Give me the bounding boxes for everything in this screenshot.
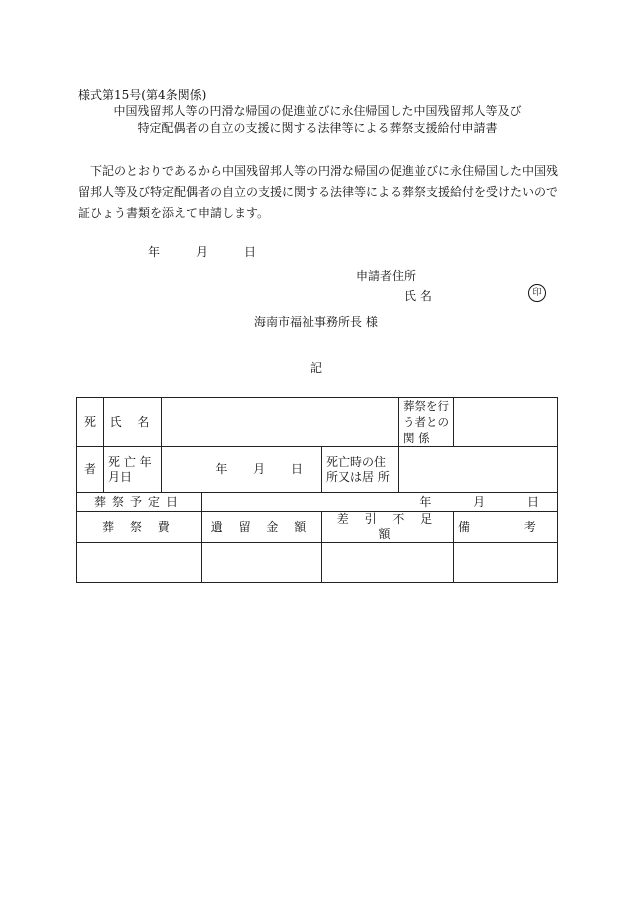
date-year-label: 年: [148, 245, 161, 259]
seal-mark: 印: [528, 284, 546, 302]
deceased-label-top: 死: [77, 398, 104, 447]
date-day-label: 日: [244, 245, 257, 259]
header-funeral-cost: 葬 祭 費: [77, 512, 202, 543]
relation-field[interactable]: [454, 398, 558, 447]
form-title-line1: 中国残留邦人等の円滑な帰国の促進並びに永住帰国した中国残留邦人等及び: [113, 104, 522, 118]
ki-heading: 記: [310, 361, 323, 375]
remarks-field[interactable]: [454, 543, 558, 583]
form-title-line2: 特定配偶者の自立の支援に関する法律等による葬祭支援給付申請書: [137, 121, 498, 135]
header-shortfall: 差 引 不 足 額: [322, 512, 454, 543]
death-date-label: 死 亡 年月日: [104, 447, 162, 493]
funeral-date-label: 葬祭予定日: [77, 493, 202, 512]
applicant-address-label: 申請者住所: [356, 269, 417, 283]
death-date-field[interactable]: 年 月 日: [162, 447, 322, 493]
relation-label: 葬祭を行う者との関 係: [399, 398, 454, 447]
death-address-label: 死亡時の住所又は居 所: [322, 447, 399, 493]
name-field[interactable]: [162, 398, 399, 447]
funeral-date-field[interactable]: 年 月 日: [202, 493, 558, 512]
addressee: 海南市福祉事務所長 様: [254, 315, 378, 329]
header-remaining-money: 遺 留 金 額: [202, 512, 322, 543]
deceased-label-bottom: 者: [77, 447, 104, 493]
shortfall-field[interactable]: [322, 543, 454, 583]
form-number: 様式第15号(第4条関係): [78, 88, 207, 102]
funeral-cost-field[interactable]: [77, 543, 202, 583]
name-label: 氏 名: [104, 398, 162, 447]
remaining-money-field[interactable]: [202, 543, 322, 583]
application-form-table: [76, 397, 558, 583]
death-address-field[interactable]: [399, 447, 558, 493]
date-month-label: 月: [196, 245, 209, 259]
application-statement: 下記のとおりであるから中国残留邦人等の円滑な帰国の促進並びに永住帰国した中国残留邦人等及び特定配偶者の自立の支援に関する法律等による葬祭支援給付を受けたいので証ひょう書類を添えて申請します。: [78, 164, 559, 220]
applicant-name-label: 氏 名: [404, 289, 432, 303]
header-remarks: 備 考: [454, 512, 558, 543]
